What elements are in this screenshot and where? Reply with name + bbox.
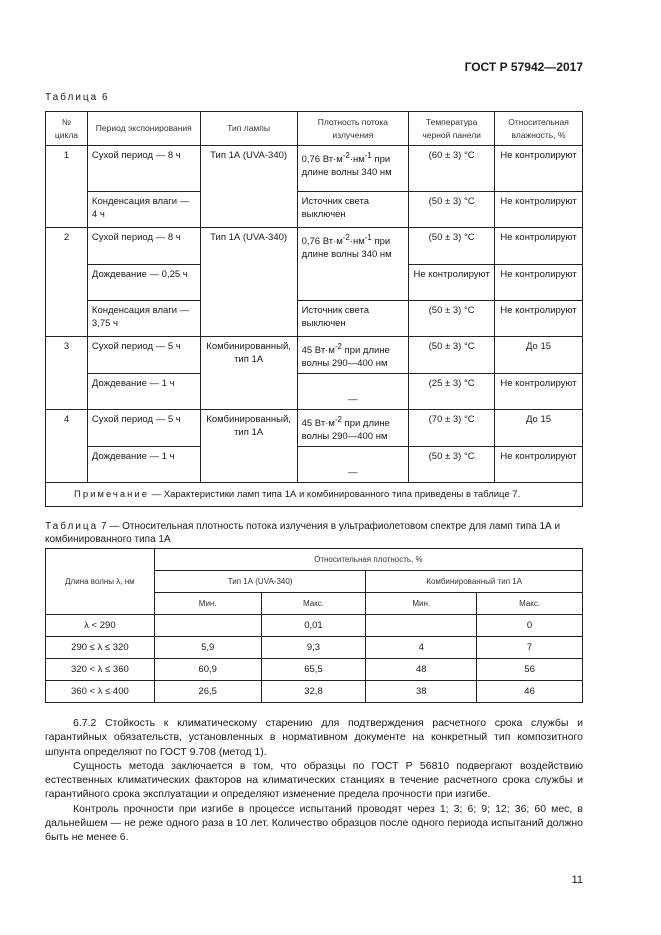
cell-humidity: Не контролируют <box>495 264 583 300</box>
cell-value: 65,5 <box>261 659 366 681</box>
table6-note <box>46 482 583 506</box>
cell-temp: (50 ± 3) °С <box>409 228 495 265</box>
cell-value: 0,01 <box>261 615 366 637</box>
table-row <box>46 192 583 228</box>
cell-density: 0,76 $Вт\cdot м^{-2}\cdot нм^{-1}$ при длине волны 340 нм <box>297 146 409 192</box>
cell-temp: (50 ± 3) °С <box>409 336 495 373</box>
cell-value: 46 <box>477 681 583 703</box>
cell-value: 0 <box>477 615 583 637</box>
table-row <box>46 300 583 336</box>
note-word: Примечание <box>74 488 149 500</box>
cell-lamp: Комбинированный, тип 1А <box>200 336 297 373</box>
cell-value: 4 <box>366 637 477 659</box>
cell-humidity: Не контролируют <box>495 300 583 336</box>
cell-period: Дождевание — 1 ч <box>87 373 200 409</box>
cell-value: 5,9 <box>154 637 261 659</box>
cell-density: Источник света выключен <box>297 192 409 228</box>
cell-temp: Не контролируют <box>409 264 495 300</box>
table-row <box>46 659 583 681</box>
table7-caption-text: 7 — Относительная плотность потока излучения в ультрафиолетовом спектре для ламп типа 1А и комбинированного типа 1А <box>45 521 561 545</box>
cell-lamp: Комбинированный, тип 1А <box>200 409 297 446</box>
cell-temp: (60 ± 3) °С <box>409 146 495 192</box>
table6-header-lamp: Тип лампы <box>200 112 297 146</box>
table6-header-humidity: Относительная влажность, % <box>495 112 583 146</box>
cell-value: 32,8 <box>261 681 366 703</box>
table6-caption-num: 6 <box>102 92 109 103</box>
cell-value: 60,9 <box>154 659 261 681</box>
table6-header-row <box>46 112 583 146</box>
cell-value: 56 <box>477 659 583 681</box>
table-row <box>46 146 583 192</box>
cell-period: Дождевание — 0,25 ч <box>87 264 200 300</box>
table7-header-max: Макс. <box>477 593 583 615</box>
cell-humidity: До 15 <box>495 336 583 373</box>
cell-wavelength: 360 < λ ≤ 400 <box>46 681 155 703</box>
cycle-num: 2 <box>46 228 88 265</box>
body-text <box>45 716 583 845</box>
table7-header-min: Мин. <box>154 593 261 615</box>
paragraph: 6.7.2 Стойкость к климатическому старению для подтверждения расчетного срока службы и гарантийных обязательств, установленных в нормативном документе на конкретный тип композитного шпунта определяют по ГОСТ 9.708 (метод 1). <box>45 717 583 758</box>
cell-wavelength: λ < 290 <box>46 615 155 637</box>
table-row <box>46 615 583 637</box>
table-row <box>46 637 583 659</box>
cell-density: — <box>297 373 409 409</box>
cell-temp: (25 ± 3) °С <box>409 373 495 409</box>
table6-header-period: Период экспонирования <box>87 112 200 146</box>
table7-caption <box>45 520 583 546</box>
cell-wavelength: 320 < λ ≤ 360 <box>46 659 155 681</box>
cell-temp: (70 ± 3) °С <box>409 409 495 446</box>
table7-header-min: Мин. <box>366 593 477 615</box>
cell-value: 7 <box>477 637 583 659</box>
cell-density: Источник света выключен <box>297 300 409 336</box>
cell-period: Сухой период — 5 ч <box>87 336 200 373</box>
cycle-num: 3 <box>46 336 88 373</box>
table7-header-wavelength: Длина волны λ, нм <box>46 549 155 615</box>
table6-header-temp: Температура черной панели <box>409 112 495 146</box>
cell-humidity: До 15 <box>495 409 583 446</box>
cell-value <box>154 615 261 637</box>
cell-value: 48 <box>366 659 477 681</box>
cell-temp: (50 ± 3) °С <box>409 192 495 228</box>
cell-value: 26,5 <box>154 681 261 703</box>
cell-lamp: Тип 1А (UVA-340) <box>200 146 297 192</box>
table7-header-type1a: Тип 1А (UVA-340) <box>154 571 366 593</box>
page-number: 11 <box>571 874 583 886</box>
document-header: ГОСТ Р 57942—2017 <box>464 60 583 74</box>
table6 <box>45 111 583 507</box>
cell-temp: (50 ± 3) °С <box>409 300 495 336</box>
table6-caption <box>45 92 109 103</box>
cell-density: — <box>297 446 409 482</box>
cycle-num: 1 <box>46 146 88 192</box>
table-row <box>46 373 583 409</box>
table6-caption-word: Таблица <box>45 92 99 103</box>
cell-humidity: Не контролируют <box>495 146 583 192</box>
table7 <box>45 548 583 703</box>
table6-header-density: Плотность потока излучения <box>297 112 409 146</box>
table6-header-num: № цикла <box>46 112 88 146</box>
cell-period: Конденсация влаги — 4 ч <box>87 192 200 228</box>
cell-period: Сухой период — 8 ч <box>87 146 200 192</box>
cell-temp: (50 ± 3) °С <box>409 446 495 482</box>
table-row <box>46 446 583 482</box>
table6-note-row <box>46 482 583 506</box>
table-row <box>46 228 583 265</box>
cell-value: 9,3 <box>261 637 366 659</box>
table-row <box>46 264 583 300</box>
table7-header-relative: Относительная плотность, % <box>154 549 582 571</box>
cell-period: Сухой период — 5 ч <box>87 409 200 446</box>
cell-period: Дождевание — 1 ч <box>87 446 200 482</box>
cell-lamp: Тип 1А (UVA-340) <box>200 228 297 265</box>
cell-humidity: Не контролируют <box>495 228 583 265</box>
cell-density: 0,76 $Вт\cdot м^{-2}\cdot нм^{-1}$ при длине волны 340 нм <box>297 228 409 265</box>
table-row <box>46 681 583 703</box>
paragraph: Контроль прочности при изгибе в процессе испытаний проводят через 1; 3; 6; 9; 12; 36; 60 мес, в дальнейшем — не реже одного раза в 10 лет. Количество образцов после одного периода испытаний должно быть не менее 6. <box>45 802 583 844</box>
paragraph: Сущность метода заключается в том, что образцы по ГОСТ Р 56810 подвергают воздействию естественных климатических факторов на климатических станциях в течение расчетного срока службы и гарантийного срока эксплуатации и определяют изменение предела прочности при изгибе. <box>45 759 583 801</box>
cell-humidity: Не контролируют <box>495 446 583 482</box>
table7-caption-word: Таблица <box>45 521 99 532</box>
cell-wavelength: 290 ≤ λ ≤ 320 <box>46 637 155 659</box>
cell-value <box>366 615 477 637</box>
table7-header-max: Макс. <box>261 593 366 615</box>
cell-humidity: Не контролируют <box>495 192 583 228</box>
cell-density: 45 $Вт\cdot м^{-2}$ при длине волны 290—400 нм <box>297 409 409 446</box>
cell-period: Сухой период — 8 ч <box>87 228 200 265</box>
cell-value: 38 <box>366 681 477 703</box>
cell-density: 45 $Вт\cdot м^{-2}$ при длине волны 290—400 нм <box>297 336 409 373</box>
cell-period: Конденсация влаги — 3,75 ч <box>87 300 200 336</box>
table-row <box>46 409 583 446</box>
cycle-num: 4 <box>46 409 88 446</box>
table-row <box>46 336 583 373</box>
cell-humidity: Не контролируют <box>495 373 583 409</box>
note-text: — Характеристики ламп типа 1А и комбинированного типа приведены в таблице 7. <box>149 488 521 500</box>
table7-header-combined: Комбинированный тип 1А <box>366 571 583 593</box>
